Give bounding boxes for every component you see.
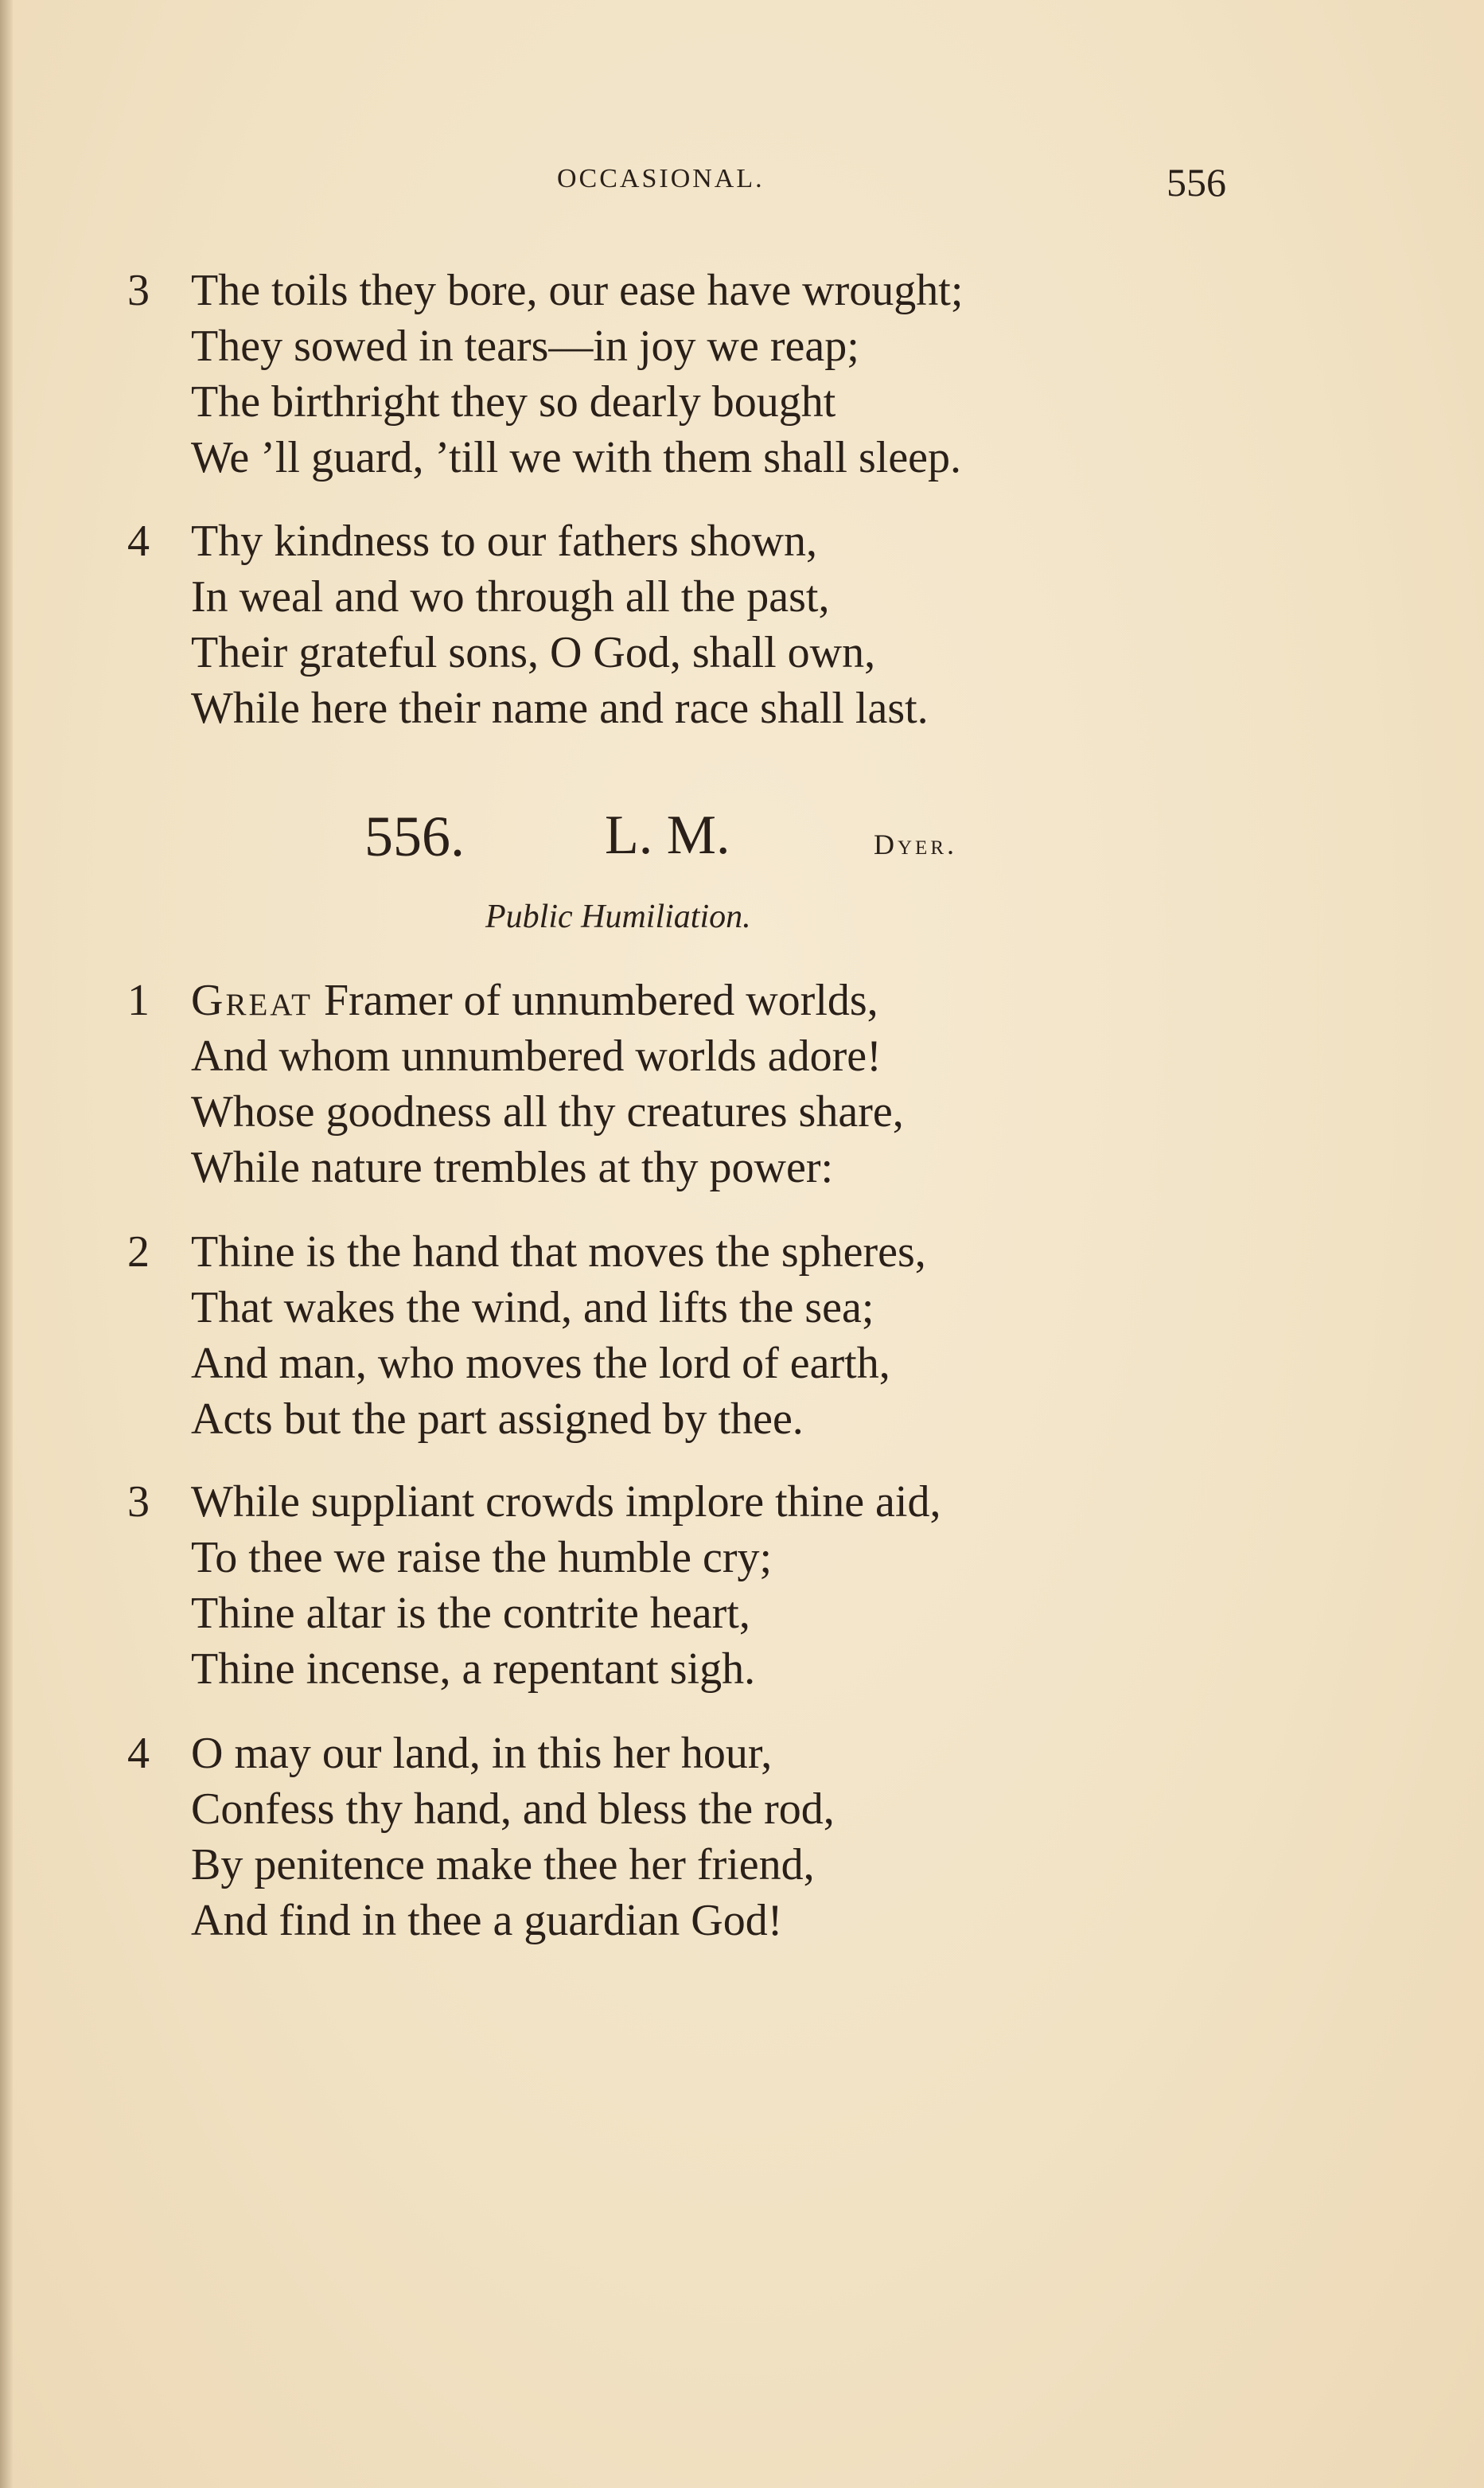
- hymn-number: 556.: [364, 805, 465, 868]
- stanza-number: 1: [127, 976, 150, 1025]
- stanza-line: And man, who moves the lord of earth,: [191, 1339, 890, 1388]
- stanza-line: Their grateful sons, O God, shall own,: [191, 628, 876, 677]
- stanza-line: While here their name and race shall last.: [191, 684, 929, 733]
- page-binding-edge: [0, 0, 13, 2488]
- stanza-line: The toils they bore, our ease have wrought;: [191, 266, 964, 315]
- hymn-meter: L. M.: [605, 805, 730, 866]
- stanza-line: The birthright they so dearly bought: [191, 377, 836, 427]
- hymn-heading: [0, 804, 1484, 875]
- stanza-line: Thine is the hand that moves the spheres,: [191, 1227, 926, 1277]
- tune-name: Dyer.: [874, 829, 957, 860]
- stanza-line: In weal and wo through all the past,: [191, 572, 830, 622]
- stanza-line: And find in thee a guardian God!: [191, 1896, 783, 1945]
- stanza-line: To thee we raise the humble cry;: [191, 1533, 773, 1582]
- stanza-number: 4: [127, 517, 150, 566]
- stanza-line: By penitence make thee her friend,: [191, 1840, 815, 1889]
- stanza-number: 4: [127, 1729, 150, 1778]
- hymn-title: Public Humiliation.: [485, 899, 751, 935]
- stanza-line: Thine altar is the contrite heart,: [191, 1589, 750, 1638]
- stanza-line: We ’ll guard, ’till we with them shall sleep.: [191, 433, 962, 482]
- stanza-line: While nature trembles at thy power:: [191, 1143, 834, 1192]
- stanza-line: While suppliant crowds implore thine aid,: [191, 1477, 941, 1527]
- running-title: OCCASIONAL.: [557, 164, 765, 193]
- stanza-line: Confess thy hand, and bless the rod,: [191, 1784, 835, 1834]
- stanza-first-line: [191, 973, 878, 1028]
- stanza-line: That wakes the wind, and lifts the sea;: [191, 1283, 874, 1332]
- page-number: 556: [1167, 160, 1226, 205]
- stanza-first-word: Great: [191, 976, 313, 1025]
- stanza-line: Thine incense, a repentant sigh.: [191, 1644, 756, 1694]
- stanza-line: Thy kindness to our fathers shown,: [191, 517, 818, 566]
- stanza-first-line-rest: Framer of unnumbered worlds,: [312, 976, 878, 1025]
- stanza-number: 3: [127, 266, 150, 315]
- stanza-line: Whose goodness all thy creatures share,: [191, 1087, 904, 1137]
- stanza-line: Acts but the part assigned by thee.: [191, 1394, 804, 1444]
- stanza-number: 2: [127, 1227, 150, 1277]
- stanza-line: O may our land, in this her hour,: [191, 1729, 773, 1778]
- stanza-line: And whom unnumbered worlds adore!: [191, 1031, 882, 1081]
- page-header: [0, 159, 1484, 207]
- stanza-number: 3: [127, 1477, 150, 1527]
- stanza-line: They sowed in tears—in joy we reap;: [191, 322, 859, 371]
